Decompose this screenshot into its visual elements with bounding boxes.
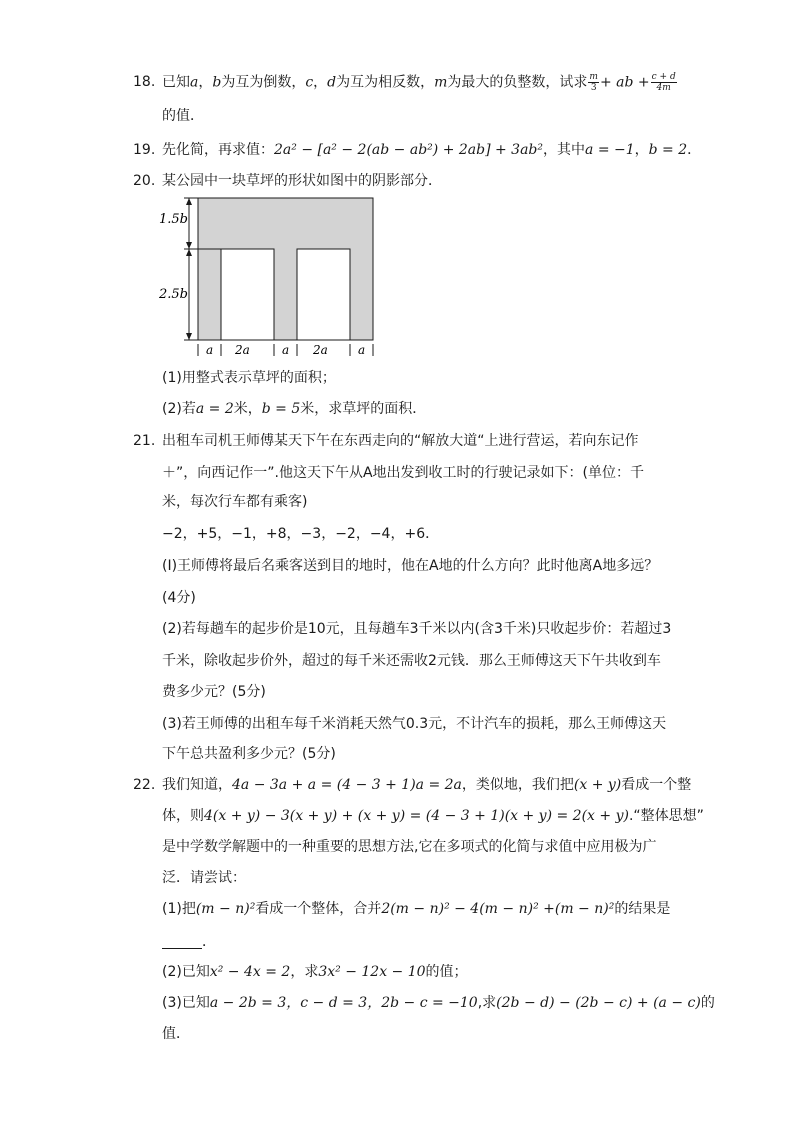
lawn-figure: [155, 194, 395, 359]
label-1-5b: 1.5b: [159, 212, 188, 227]
q22-sub1: (1)把(m − n)²看成一个整体，合并2(m − n)² − 4(m − n)² +(m − n)²的结果是: [162, 901, 671, 917]
q21-sub1-line2: (4分): [162, 590, 196, 606]
q22-line2: 体，则4(x + y) − 3(x + y) + (x + y) = (4 − 3 + 1)(x + y) = 2(x + y).“整体思想”: [162, 808, 704, 824]
fraction-c-plus-d-over-4m: $\frac{c + d}{4m}$: [651, 72, 676, 93]
q22-sub3: (3)已知a − 2b = 3，c − d = 3，2b − c = −10,求(2b − d) − (2b − c) + (a − c)的: [162, 995, 715, 1011]
q19-line: 先化简，再求值：2a² − [a² − 2(ab − ab²) + 2ab] + 3ab²，其中a = −1，b = 2．: [162, 142, 702, 158]
q21-sub2-line3: 费多少元？(5分): [162, 684, 266, 700]
q21-records: −2，+5，−1，+8，−3，−2，−4，+6．: [162, 526, 440, 542]
q21-line3: 米，每次行车都有乘客): [162, 494, 308, 510]
q22-line3: 是中学数学解题中的一种重要的思想方法,它在多项式的化简与求值中应用极为广: [162, 839, 657, 855]
answer-blank[interactable]: [162, 934, 202, 949]
question-number-18: 18.: [133, 74, 156, 90]
q21-sub3-line2: 下午总共盈利多少元？(5分): [162, 746, 336, 762]
q20-text: 某公园中一块草坪的形状如图中的阴影部分．: [162, 173, 442, 189]
question-number-21: 21.: [133, 433, 156, 449]
q22-sub3-line2: 值．: [162, 1026, 190, 1042]
fraction-m-over-3: $\frac{m}{3}$: [589, 72, 598, 93]
q21-sub2-line1: (2)若每趟车的起步价是10元，且每趟车3千米以内(含3千米)只收起步价：若超过3: [162, 621, 672, 637]
bottom-label-2a-2: 2a: [313, 343, 328, 357]
cutout-left: [221, 249, 274, 340]
bottom-label-a-2: a: [282, 343, 290, 357]
q20-sub1: (1)用整式表示草坪的面积；: [162, 370, 336, 386]
q21-sub3-line1: (3)若王师傅的出租车每千米消耗天然气0.3元，不计汽车的损耗，那么王师傅这天: [162, 716, 667, 732]
q22-sub2: (2)已知x² − 4x = 2，求3x² − 12x − 10的值；: [162, 964, 468, 980]
q20-sub2: (2)若a = 2米，b = 5米，求草坪的面积．: [162, 401, 427, 417]
cutout-right: [297, 249, 350, 340]
bottom-label-a-1: a: [206, 343, 214, 357]
question-number-19: 19.: [133, 142, 156, 158]
q21-sub1-line1: (I)王师傅将最后名乘客送到目的地时，他在A地的什么方向？此时他离A地多远？: [162, 558, 659, 574]
question-number-20: 20.: [133, 173, 156, 189]
label-2-5b: 2.5b: [159, 287, 188, 302]
q22-line4: 泛．请尝试：: [162, 870, 246, 886]
q22-sub1-answer: ．: [162, 932, 216, 952]
q21-sub2-line2: 千米，除收起步价外，超过的每千米还需收2元钱．那么王师傅这天下午共收到车: [162, 653, 661, 669]
q21-line1: 出租车司机王师傅某天下午在东西走向的“解放大道“上进行营运，若向东记作: [162, 433, 639, 449]
q18-line1: 已知a，b为互为倒数，c，d为互为相反数，m为最大的负整数，试求 $\frac{m}{3}$ + ab + $\frac{c + d}{4m}$: [162, 72, 676, 93]
q21-line2: ＋”，向西记作一”.他这天下午从A地出发到收工时的行驶记录如下：(单位：千: [162, 465, 644, 481]
q22-line1: 我们知道，4a − 3a + a = (4 − 3 + 1)a = 2a，类似地，我们把(x + y)看成一个整: [162, 777, 692, 793]
q18-line2: 的值．: [162, 108, 204, 124]
bottom-label-a-3: a: [358, 343, 366, 357]
question-number-22: 22.: [133, 777, 156, 793]
bottom-label-2a-1: 2a: [235, 343, 250, 357]
